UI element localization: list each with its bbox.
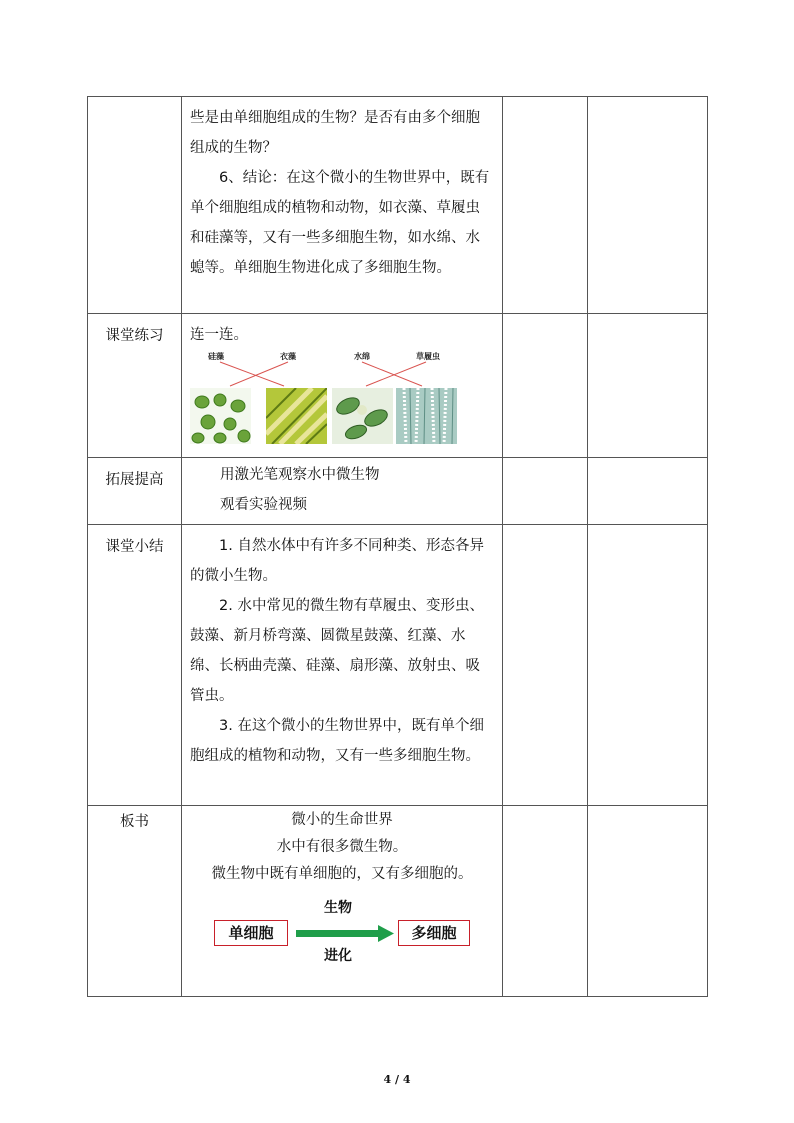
empty-cell	[503, 458, 588, 525]
figure-label: 衣藻	[280, 352, 296, 361]
arrow-right-icon	[296, 924, 394, 942]
row-content	[182, 806, 503, 997]
figure-label: 水绵	[354, 352, 370, 361]
board-line: 微生物中既有单细胞的，又有多细胞的。	[211, 866, 473, 882]
row-label	[88, 97, 182, 314]
table-row	[88, 458, 708, 525]
single-cell-box: 单细胞	[214, 920, 288, 946]
row-content	[182, 97, 503, 314]
board-title: 微小的生命世界	[291, 812, 393, 828]
chlamydomonas-image	[266, 388, 327, 444]
paragraph: 3. 在这个微小的生物世界中，既有单个细胞组成的植物和动物，又有一些多细胞生物。	[190, 718, 484, 764]
paragraph: 6、结论：在这个微小的生物世界中，既有单个细胞组成的植物和动物，如衣藻、草履虫和硅藻等，又有一些多细胞生物，如水绵、水螅等。单细胞生物进化成了多细胞生物。	[190, 170, 490, 276]
row-content	[182, 314, 503, 458]
matching-lines	[190, 352, 460, 392]
diagram-top-label: 生物	[324, 900, 352, 916]
matching-figure	[190, 352, 460, 448]
empty-cell	[588, 806, 708, 997]
empty-cell	[503, 314, 588, 458]
empty-cell	[503, 806, 588, 997]
table-row	[88, 525, 708, 806]
row-label: 拓展提高	[88, 458, 182, 525]
text-line: 用激光笔观察水中微生物	[220, 467, 380, 483]
diagram-bottom-label: 进化	[324, 948, 352, 964]
table-row	[88, 314, 708, 458]
evolution-diagram	[190, 898, 494, 964]
lesson-plan-table	[87, 96, 708, 997]
paragraph: 2. 水中常见的微生物有草履虫、变形虫、鼓藻、新月桥弯藻、圆微星鼓藻、红藻、水绵、长柄曲壳藻、硅藻、扇形藻、放射虫、吸管虫。	[190, 598, 484, 704]
diatom-image	[190, 388, 251, 444]
board-line: 水中有很多微生物。	[276, 839, 408, 855]
empty-cell	[588, 314, 708, 458]
empty-cell	[588, 525, 708, 806]
text-line: 观看实验视频	[220, 497, 307, 513]
multi-cell-box: 多细胞	[398, 920, 470, 946]
row-label: 课堂练习	[88, 314, 182, 458]
paragraph: 些是由单细胞组成的生物？是否有由多个细胞组成的生物？	[190, 110, 480, 156]
empty-cell	[588, 97, 708, 314]
figure-label: 草履虫	[416, 352, 440, 361]
empty-cell	[503, 97, 588, 314]
row-content	[182, 525, 503, 806]
table-row	[88, 806, 708, 997]
empty-cell	[588, 458, 708, 525]
row-content	[182, 458, 503, 525]
paramecium-image	[396, 388, 457, 444]
figure-label: 硅藻	[208, 352, 224, 361]
row-label: 板书	[88, 806, 182, 997]
row-label: 课堂小结	[88, 525, 182, 806]
table-row	[88, 97, 708, 314]
empty-cell	[503, 525, 588, 806]
page-number: 4 / 4	[383, 1073, 411, 1086]
paragraph: 1. 自然水体中有许多不同种类、形态各异的微小生物。	[190, 538, 484, 584]
spirogyra-image	[332, 388, 393, 444]
paragraph: 连一连。	[190, 327, 248, 343]
